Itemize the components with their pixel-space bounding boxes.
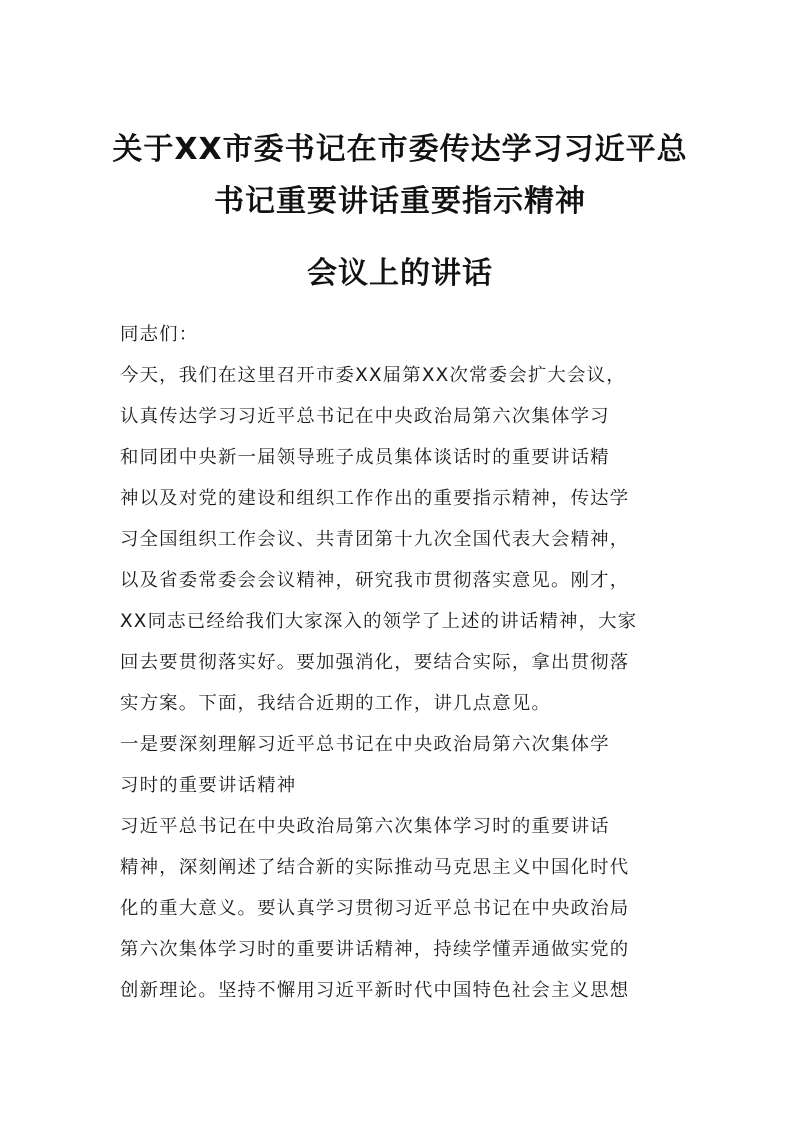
title-line-1: 关于XX市委书记在市委传达学习习近平总 [112,132,688,167]
text-line: 实方案。下面，我结合近期的工作，讲几点意见。 [120,693,551,714]
text-line: 精神，深刻阐述了结合新的实际推动马克思主义中国化时代 [120,857,630,878]
text-line: 第六次集体学习时的重要讲话精神，持续学懂弄通做实党的 [120,939,630,960]
section-heading-line: 习时的重要讲话精神 [120,775,297,796]
text-line: 习近平总书记在中央政治局第六次集体学习时的重要讲话 [120,816,610,837]
section-heading-line: 一是要深刻理解习近平总书记在中央政治局第六次集体学 [120,734,610,755]
text-line: 习全国组织工作会议、共青团第十九次全国代表大会精神， [120,529,630,550]
text-line: 以及省委常委会会议精神，研究我市贯彻落实意见。刚才， [120,570,630,591]
text-line: XX同志已经给我们大家深入的领学了上述的讲话精神，大家 [120,611,638,632]
text-line: 创新理论。坚持不懈用习近平新时代中国特色社会主义思想 [120,980,630,1001]
text-line: 和同团中央新一届领导班子成员集体谈话时的重要讲话精 [120,447,610,468]
title-line-2: 书记重要讲话重要指示精神 [214,184,586,219]
text-line: 神以及对党的建设和组织工作作出的重要指示精神，传达学 [120,488,630,509]
body-text [120,320,675,1040]
title-line-3: 会议上的讲话 [307,256,493,291]
text-line: 认真传达学习习近平总书记在中央政治局第六次集体学习 [120,406,610,427]
salutation: 同志们： [120,324,199,345]
text-line: 今天，我们在这里召开市委XX届第XX次常委会扩大会议， [120,365,626,386]
text-line: 化的重大意义。要认真学习贯彻习近平总书记在中央政治局 [120,898,630,919]
text-line: 回去要贯彻落实好。要加强消化，要结合实际，拿出贯彻落 [120,652,630,673]
